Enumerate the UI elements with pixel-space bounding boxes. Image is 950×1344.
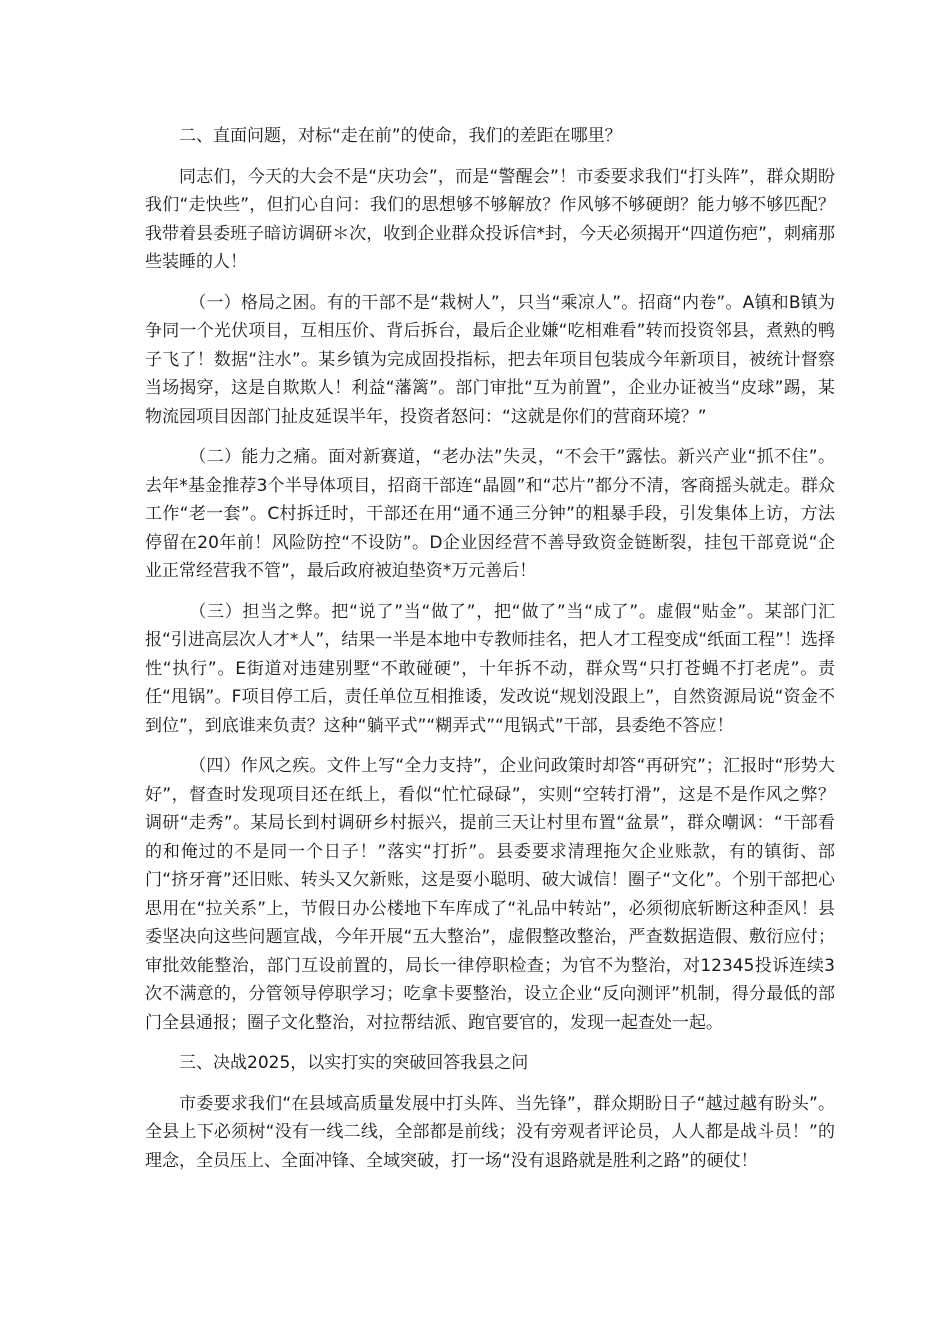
paragraph-responsibility-flaw: （三）担当之弊。把“说了”当“做了”，把“做了”当“成了”。虚假“贴金”。某部门汇报“引进高层次人才*人”，结果一半是本地中专教师挂名，把人才工程变成“纸面工程”！选择性“执行”。E街道对违建别墅“不敢碰硬”，十年拆不动，群众骂“只打苍蝇不打老虎”。责任“甩锅”。F项目停工后，责任单位互相推诿，发改说“规划没跟上”，自然资源局说“资金不到位”，到底谁来负责？这种“躺平式”“糊弄式”“甩锅式”干部，县委绝不答应！ bbox=[145, 601, 835, 736]
paragraph-pattern-trap: （一）格局之困。有的干部不是“栽树人”，只当“乘凉人”。招商“内卷”。A镇和B镇为争同一个光伏项目，互相压价、背后拆台，最后企业嫌“吃相难看”转而投资邻县，煮熟的鸭子飞了！数据“注水”。某乡镇为完成固投指标，把去年项目包装成今年新项目，被统计督察当场揭穿，这是自欺欺人！利益“藩篱”。部门审批“互为前置”，企业办证被当“皮球”踢，某物流园项目因部门扯皮延误半年，投资者怒问：“这就是你们的营商环境？” bbox=[145, 292, 835, 427]
paragraph-style-ailment: （四）作风之疾。文件上写“全力支持”，企业问政策时却答“再研究”；汇报时“形势大好”，督查时发现项目还在纸上，看似“忙忙碌碌”，实则“空转打滑”，这是不是作风之弊？调研“走秀”。某局长到村调研乡村振兴，提前三天让村里布置“盆景”，群众嘲讽：“干部看的和俺过的不是同一个日子！”落实“打折”。县委要求清理拖欠企业账款，有的镇街、部门“挤牙膏”还旧账、转头又欠新账，这是耍小聪明、破大诚信！圈子“文化”。个别干部把心思用在“拉关系”上，节假日办公楼地下车库成了“礼品中转站”，必须彻底斩断这种歪风！县委坚决向这些问题宣战，今年开展“五大整治”，虚假整改整治，严查数据造假、敷衍应付；审批效能整治，部门互设前置的，局长一律停职检查；为官不为整治，对12345投诉连续3次不满意的，分管领导停职学习；吃拿卡要整治，设立企业“反向测评”机制，得分最低的部门全县通报；圈子文化整治，对拉帮结派、跑官要官的，发现一起查处一起。 bbox=[145, 756, 835, 1033]
section-three-heading: 三、决战2025，以实打实的突破回答我县之问 bbox=[179, 1053, 529, 1073]
section-two-intro: 同志们，今天的大会不是“庆功会”，而是“警醒会”！市委要求我们“打头阵”，群众期盼我们“走快些”，但扪心自问：我们的思想够不够解放？作风够不够硬朗？能力够不够匹配？我带着县委班子暗访调研＊次，收到企业群众投诉信*封，今天必须揭开“四道伤疤”，刺痛那些装睡的人！ bbox=[145, 166, 835, 272]
section-three-intro: 市委要求我们“在县域高质量发展中打头阵、当先锋”，群众期盼日子“越过越有盼头”。全县上下必须树“没有一线二线，全部都是前线；没有旁观者评论员，人人都是战斗员！”的理念，全员压上、全面冲锋、全域突破，打一场“没有退路就是胜利之路”的硬仗！ bbox=[145, 1093, 835, 1171]
section-two-heading: 二、直面问题，对标“走在前”的使命，我们的差距在哪里？ bbox=[179, 126, 622, 146]
document-page bbox=[145, 122, 835, 1187]
paragraph-capability-pain: （二）能力之痛。面对新赛道，“老办法”失灵，“不会干”露怯。新兴产业“抓不住”。去年*基金推荐3个半导体项目，招商干部连“晶圆”和“芯片”都分不清，客商摇头就走。群众工作“老一套”。C村拆迁时，干部还在用“通不通三分钟”的粗暴手段，引发集体上访，方法停留在20年前！风险防控“不设防”。D企业因经营不善导致资金链断裂，挂包干部竟说“企业正常经营我不管”，最后政府被迫垫资*万元善后！ bbox=[145, 447, 835, 581]
